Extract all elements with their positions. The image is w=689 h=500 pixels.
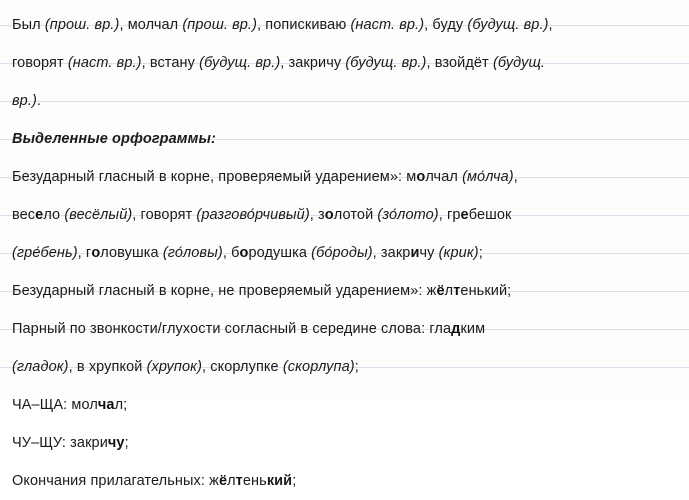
rule-unstressed-vowel-checked-2: весело (весёлый), говорят (разгово́рчивый), золотой (зо́лото), гребешок — [12, 207, 512, 223]
rule-cha-scha: ЧА–ЩА: молчал; — [12, 397, 128, 413]
heading-highlighted-spellings: Выделенные орфограммы: — [12, 131, 216, 147]
answer-line-tenses-3: вр.). — [12, 93, 42, 109]
answer-line-tenses-1: Был (прош. вр.), молчал (прош. вр.), попискиваю (наст. вр.), буду (будущ. вр.), — [12, 17, 553, 33]
rule-chu-schu: ЧУ–ЩУ: закричу; — [12, 435, 129, 451]
rule-paired-consonant-1: Парный по звонкости/глухости согласный в середине слова: гладким — [12, 321, 486, 337]
answer-line-tenses-2: говорят (наст. вр.), встану (будущ. вр.), закричу (будущ. вр.), взойдёт (будущ. — [12, 55, 546, 71]
rule-paired-consonant-2: (гладок), в хрупкой (хрупок), скорлупке (скорлупа); — [12, 359, 359, 375]
rule-unstressed-vowel-checked-1: Безударный гласный в корне, проверяемый ударением»: молчал (мо́лча), — [12, 169, 518, 185]
rule-adjective-endings: Окончания прилагательных: жёлтенький; — [12, 473, 297, 489]
rule-unstressed-vowel-checked-3: (гре́бень), головушка (го́ловы), бородушка (бо́роды), закричу (крик); — [12, 245, 483, 261]
rule-unstressed-vowel-unchecked: Безударный гласный в корне, не проверяемый ударением»: жёлтенький; — [12, 283, 512, 299]
